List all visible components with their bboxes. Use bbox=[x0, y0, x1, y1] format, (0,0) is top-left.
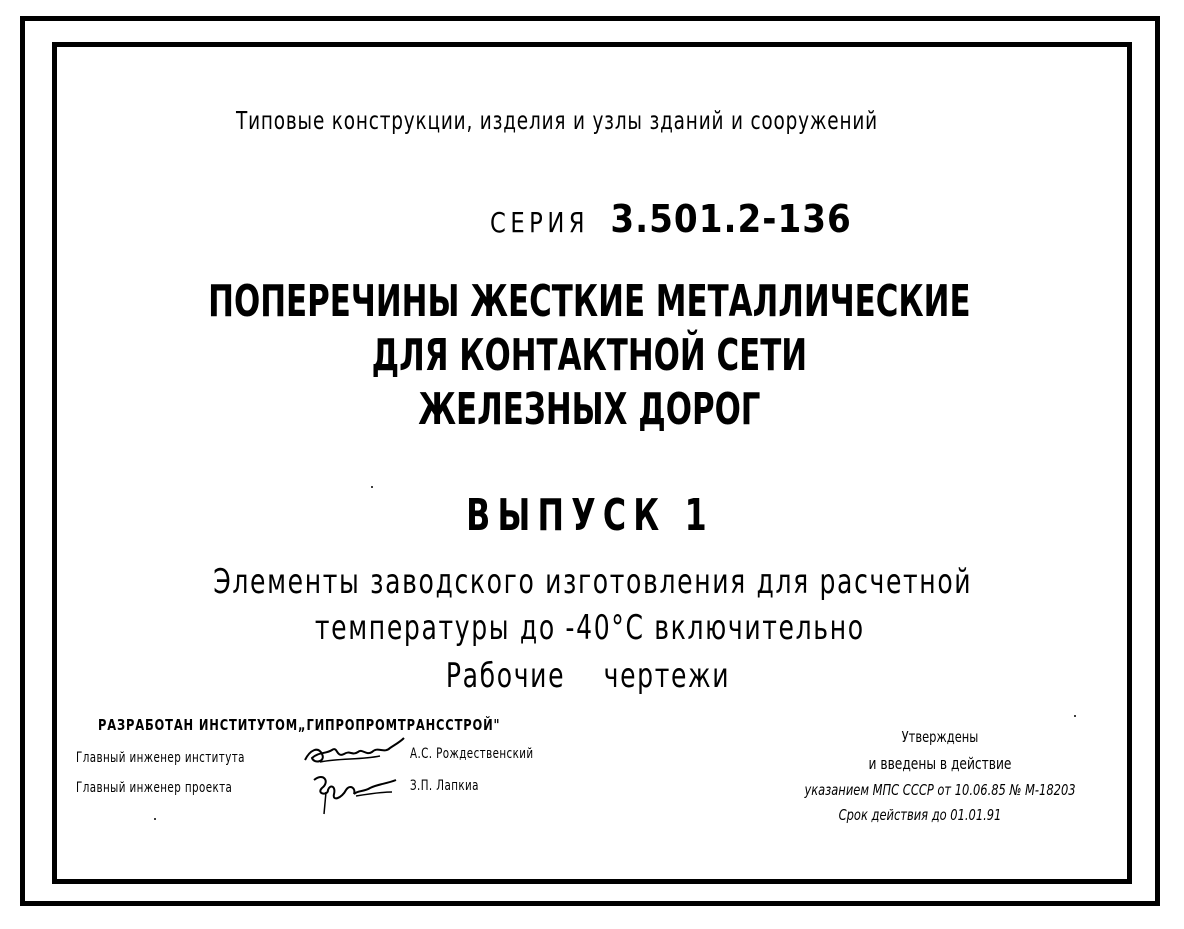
series-number: 3.501.2-136 bbox=[610, 197, 852, 241]
subtitle-line-3: Рабочие чертежи bbox=[445, 656, 731, 696]
approval-line-2: и введены в действие bbox=[868, 754, 1012, 773]
approval-line-3: указанием МПС СССР от 10.06.85 № М-18203 bbox=[804, 781, 1076, 799]
subtitle-line-2: температуры до -40°С включительно bbox=[314, 608, 865, 648]
title-line-2: ДЛЯ КОНТАКТНОЙ СЕТИ bbox=[371, 330, 808, 381]
approval-line-1: Утверждены bbox=[901, 728, 979, 746]
chief-engineer-project-name: З.П. Лапкиа bbox=[410, 778, 479, 794]
document-title bbox=[128, 275, 1052, 437]
series-designation bbox=[490, 197, 852, 241]
chief-engineer-institute-role: Главный инженер института bbox=[76, 750, 245, 766]
subtitle-line-1: Элементы заводского изготовления для расчетной bbox=[213, 562, 973, 602]
title-line-3: ЖЕЛЕЗНЫХ ДОРОГ bbox=[418, 384, 761, 435]
developer-heading: РАЗРАБОТАН ИНСТИТУТОМ„ГИПРОПРОМТРАНССТРОЙ" bbox=[98, 716, 501, 734]
title-line-1: ПОПЕРЕЧИНЫ ЖЕСТКИЕ МЕТАЛЛИЧЕСКИЕ bbox=[208, 276, 971, 327]
approval-line-4: Срок действия до 01.01.91 bbox=[838, 806, 1002, 824]
issue-number: ВЫПУСК 1 bbox=[466, 490, 714, 541]
category-heading: Типовые конструкции, изделия и узлы зданий и сооружений bbox=[236, 106, 878, 135]
series-label: СЕРИЯ bbox=[490, 206, 590, 239]
speck bbox=[154, 818, 156, 820]
signature-institute bbox=[300, 736, 410, 770]
chief-engineer-project-role: Главный инженер проекта bbox=[76, 780, 233, 796]
signature-project bbox=[306, 770, 406, 820]
chief-engineer-institute-name: А.С. Рождественский bbox=[410, 746, 534, 762]
speck bbox=[371, 486, 373, 488]
speck bbox=[1074, 715, 1076, 717]
